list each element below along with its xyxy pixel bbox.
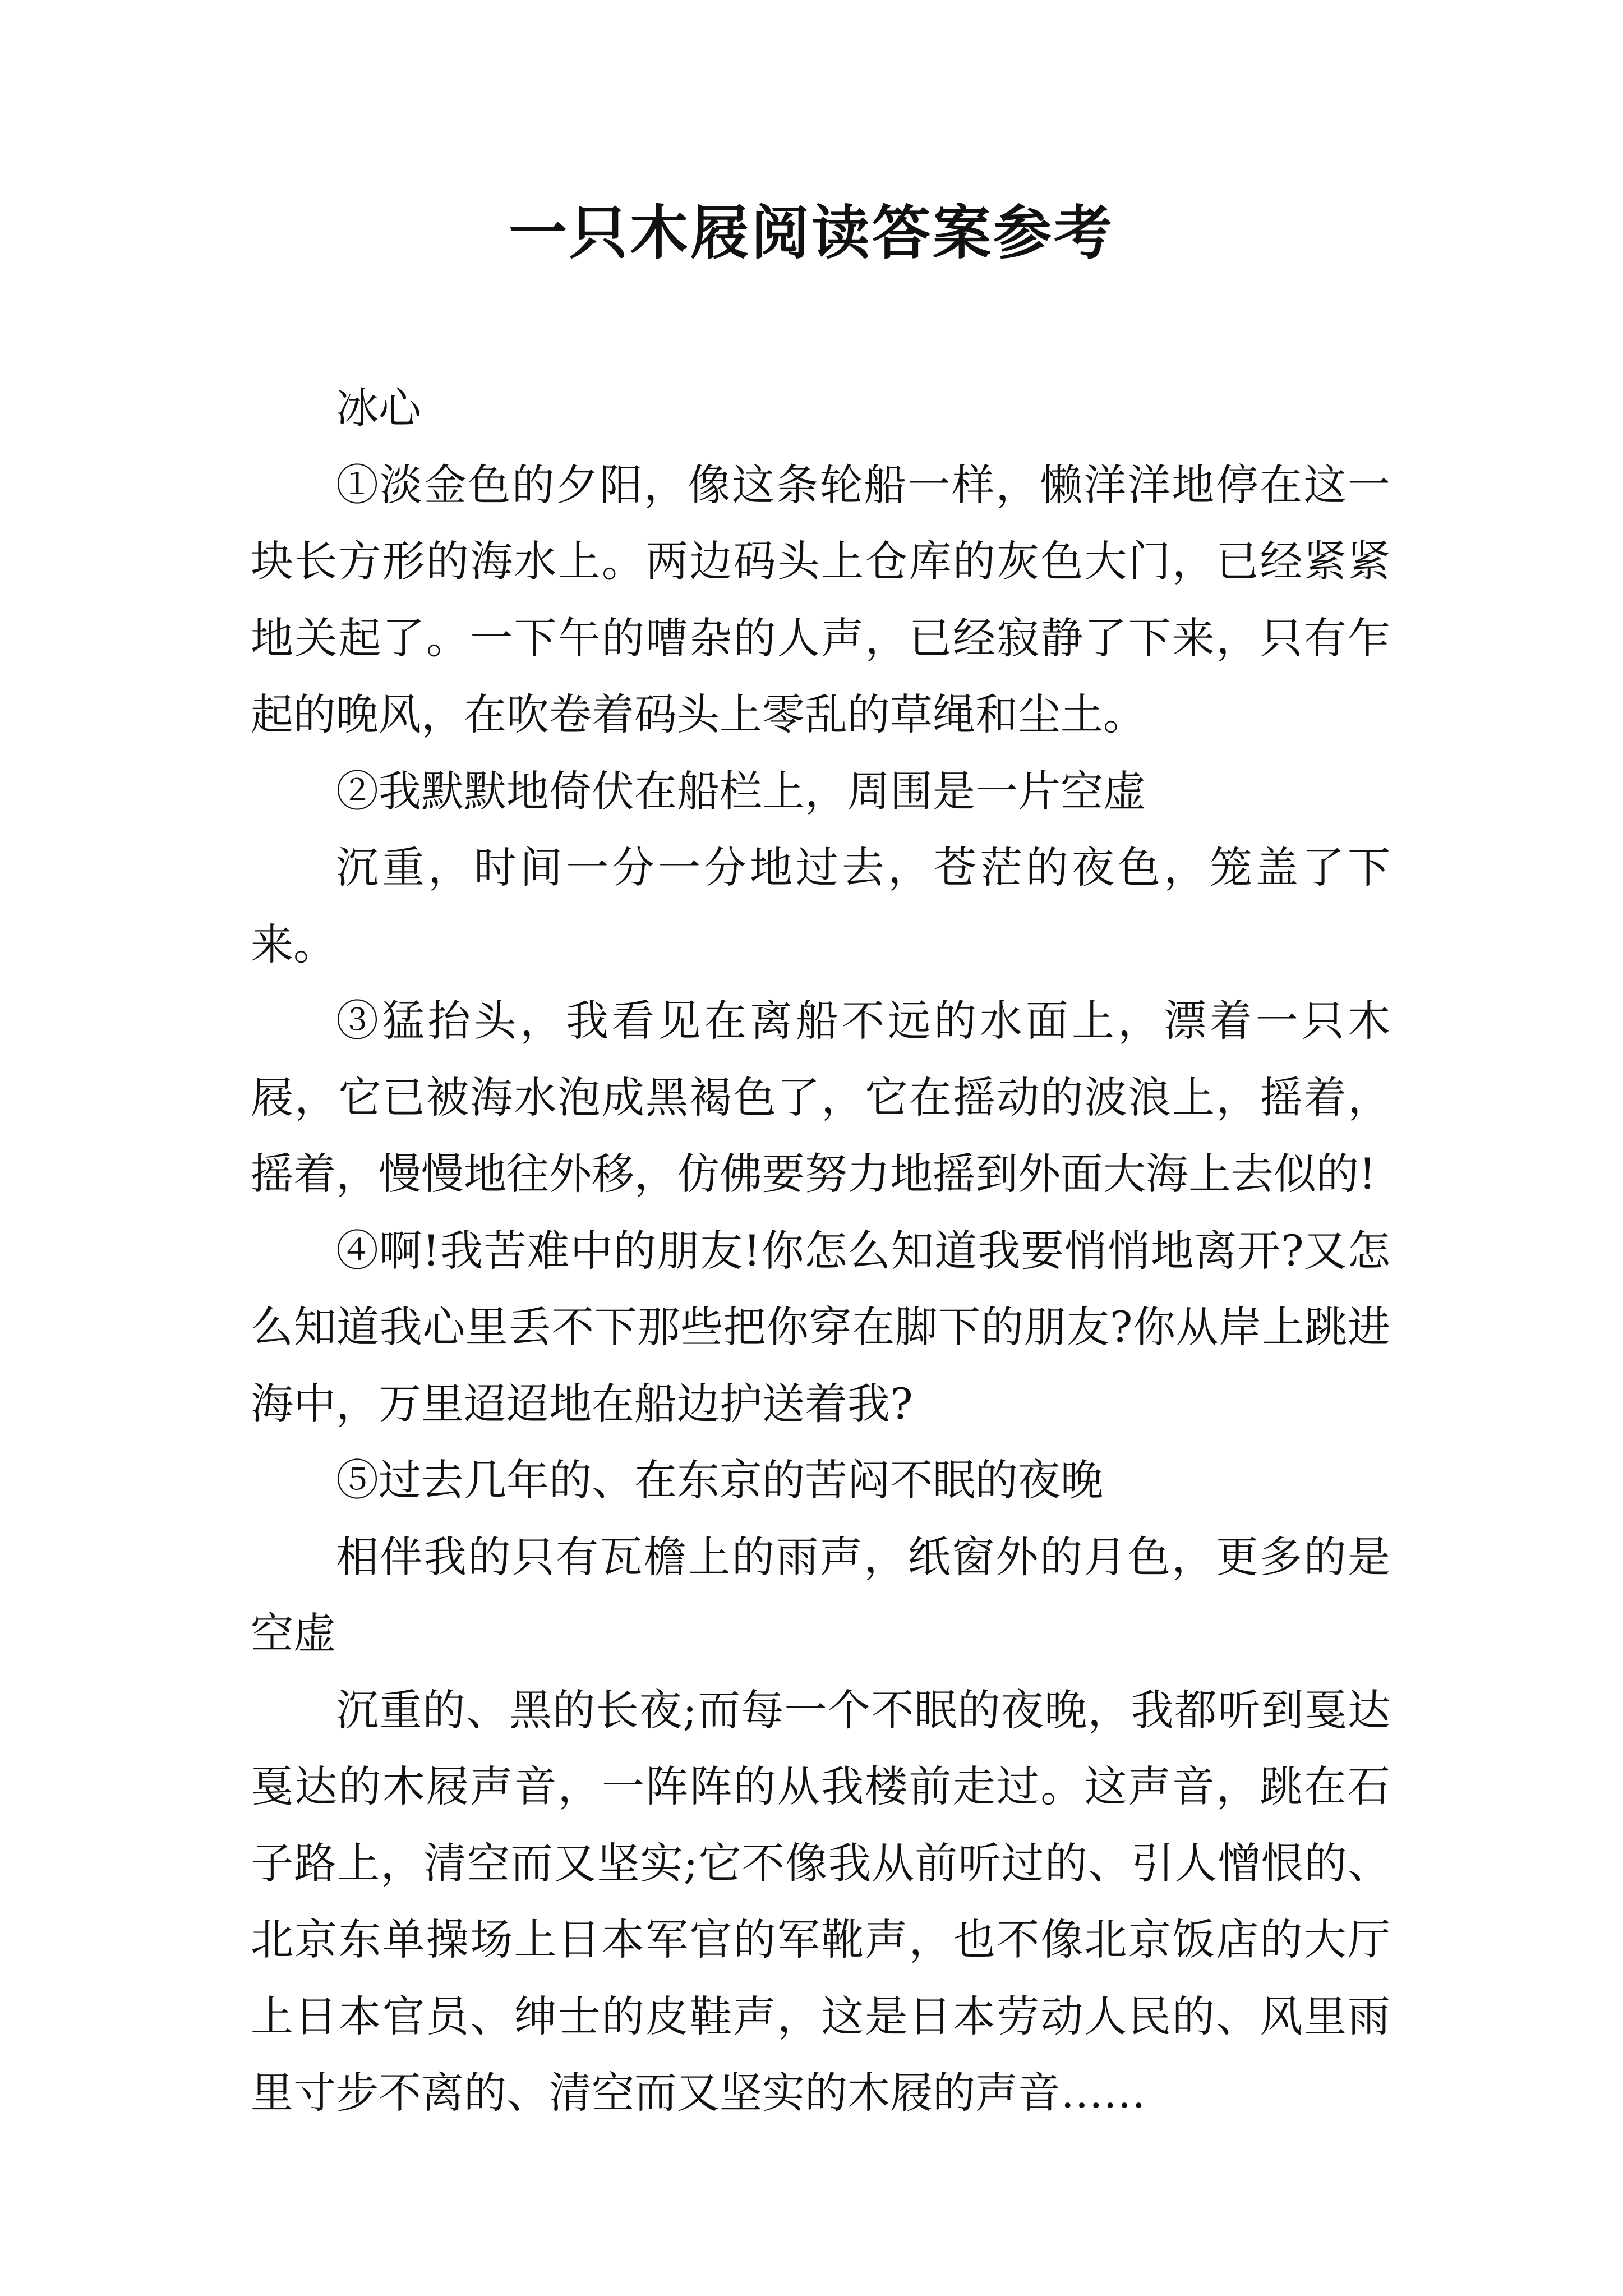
- paragraph-4: ④啊!我苦难中的朋友!你怎么知道我要悄悄地离开?又怎么知道我心里丢不下那些把你穿在脚下的朋友?你从岸上跳进海中，万里迢迢地在船边护送着我?: [251, 1225, 1390, 1429]
- document-body: [251, 370, 1390, 2132]
- paragraph-1: ①淡金色的夕阳，像这条轮船一样，懒洋洋地停在这一块长方形的海水上。两边码头上仓库的灰色大门，已经紧紧地关起了。一下午的嘈杂的人声，已经寂静了下来，只有乍起的晚风，在吹卷着码头上零乱的草绳和尘土。: [251, 459, 1390, 739]
- document-title: 一只木屐阅读答案参考: [508, 198, 1114, 267]
- paragraph-5: ⑤过去几年的、在东京的苦闷不眠的夜晚: [336, 1455, 1103, 1505]
- paragraph-5-continued: 相伴我的只有瓦檐上的雨声，纸窗外的月色，更多的是空虚: [251, 1531, 1390, 1658]
- paragraph-2: ②我默默地倚伏在船栏上，周围是一片空虚: [336, 766, 1146, 816]
- paragraph-3: ③猛抬头，我看见在离船不远的水面上，漂着一只木屐，它已被海水泡成黑褐色了，它在摇动的波浪上，摇着，摇着，慢慢地往外移，仿佛要努力地摇到外面大海上去似的!: [251, 996, 1390, 1199]
- paragraph-6: 沉重的、黑的长夜;而每一个不眠的夜晚，我都听到戛达戛达的木屐声音，一阵阵的从我楼前走过。这声音，跳在石子路上，清空而又坚实;它不像我从前听过的、引人憎恨的、北京东单操场上日本军官的军靴声，也不像北京饭店的大厅上日本官员、绅士的皮鞋声，这是日本劳动人民的、风里雨里寸步不离的、清空而又坚实的木屐的声音……: [251, 1685, 1390, 2118]
- paragraph-2-continued: 沉重，时间一分一分地过去，苍茫的夜色，笼盖了下来。: [251, 843, 1390, 969]
- author-line: 冰心: [336, 383, 421, 433]
